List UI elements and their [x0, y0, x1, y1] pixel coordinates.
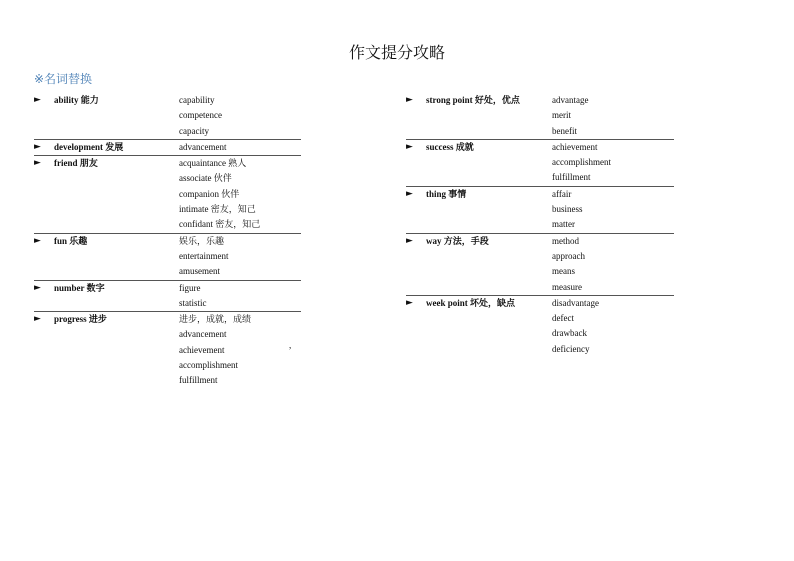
bullet-arrow-icon: ► — [34, 158, 41, 169]
bullet-arrow-icon: ► — [406, 141, 413, 152]
vocab-group — [34, 156, 301, 233]
synonym: companion 伙伴 — [179, 188, 240, 199]
headword-cell — [406, 234, 552, 249]
vocab-row — [34, 140, 301, 155]
synonym: drawback — [552, 328, 587, 339]
headword-cell — [34, 264, 179, 279]
bullet-arrow-icon: ► — [406, 297, 413, 308]
vocab-row — [406, 264, 674, 279]
bullet-arrow-icon: ► — [34, 235, 41, 246]
synonym: matter — [552, 219, 575, 230]
headword-cell — [34, 312, 179, 327]
headword-cell — [406, 296, 552, 311]
synonym: disadvantage — [552, 297, 599, 308]
synonym: achievement — [552, 141, 598, 152]
headword-cell — [34, 358, 179, 373]
vocab-row — [34, 296, 301, 311]
headword-cell — [34, 343, 179, 358]
vocab-row — [406, 249, 674, 264]
vocab-row — [34, 217, 301, 232]
vocab-row — [406, 108, 674, 123]
vocab-row — [406, 342, 674, 357]
headword: week point 坏处，缺点 — [426, 297, 516, 308]
vocab-group — [34, 93, 301, 140]
headword: friend 朋友 — [54, 158, 98, 169]
synonym: method — [552, 235, 579, 246]
headword-cell — [34, 234, 179, 249]
vocab-row — [34, 108, 301, 123]
synonym: merit — [552, 110, 571, 121]
synonym: achievement — [179, 344, 225, 355]
synonym: 娱乐，乐趣 — [179, 235, 225, 246]
bullet-arrow-icon: ► — [34, 282, 41, 293]
synonym: entertainment — [179, 250, 229, 261]
vocab-row — [34, 171, 301, 186]
vocab-row — [34, 93, 301, 108]
stray-comma-mark: , — [289, 340, 292, 350]
vocab-row — [34, 156, 301, 171]
vocab-group — [34, 234, 301, 281]
headword: number 数字 — [54, 282, 105, 293]
synonym: affair — [552, 188, 572, 199]
synonym: statistic — [179, 297, 207, 308]
synonym: advancement — [179, 141, 227, 152]
section-subtitle: ※名词替换 — [34, 72, 93, 86]
vocab-row — [34, 312, 301, 327]
headword-cell — [406, 342, 552, 357]
vocab-row — [34, 202, 301, 217]
synonym: approach — [552, 250, 585, 261]
bullet-arrow-icon: ► — [34, 314, 41, 325]
vocab-row — [34, 187, 301, 202]
vocab-row — [406, 280, 674, 295]
vocab-group — [406, 296, 674, 357]
vocab-row — [406, 234, 674, 249]
vocab-row — [406, 155, 674, 170]
vocab-row — [34, 264, 301, 279]
synonym: advantage — [552, 95, 589, 105]
headword-cell — [34, 327, 179, 342]
synonym: figure — [179, 282, 201, 293]
vocab-row — [34, 327, 301, 342]
vocab-row — [34, 234, 301, 249]
headword-cell — [34, 249, 179, 264]
headword: progress 进步 — [54, 314, 107, 325]
headword: thing 事情 — [426, 188, 467, 199]
vocab-row — [34, 373, 301, 388]
headword-cell — [406, 124, 552, 139]
headword-cell — [406, 311, 552, 326]
vocab-group — [34, 281, 301, 313]
headword-cell — [406, 140, 552, 155]
vocab-row — [406, 202, 674, 217]
synonym: deficiency — [552, 343, 590, 354]
headword: fun 乐趣 — [54, 235, 88, 246]
headword-cell — [406, 187, 552, 202]
vocab-row — [406, 311, 674, 326]
synonym: measure — [552, 281, 582, 292]
headword-cell — [34, 124, 179, 139]
right-column — [406, 93, 674, 357]
vocab-row — [34, 358, 301, 373]
headword-cell — [34, 171, 179, 186]
headword-cell — [406, 249, 552, 264]
headword-cell — [34, 108, 179, 123]
headword-cell — [34, 373, 179, 388]
vocab-row — [34, 343, 301, 358]
vocab-group — [34, 312, 301, 388]
synonym: amusement — [179, 266, 220, 277]
vocab-row — [34, 249, 301, 264]
synonym: confidant 密友，知己 — [179, 219, 261, 230]
vocab-group — [406, 234, 674, 296]
bullet-arrow-icon: ► — [406, 235, 413, 246]
bullet-arrow-icon: ► — [406, 188, 413, 199]
vocab-group — [406, 93, 674, 140]
synonym: accomplishment — [179, 360, 238, 371]
headword-cell — [34, 140, 179, 155]
headword-cell — [34, 296, 179, 311]
headword-cell — [406, 170, 552, 185]
vocab-group — [34, 140, 301, 156]
vocab-row — [406, 296, 674, 311]
headword: strong point 好处，优点 — [426, 95, 520, 105]
synonym: intimate 密友，知己 — [179, 204, 256, 215]
synonym: associate 伙伴 — [179, 173, 232, 184]
headword-cell — [34, 187, 179, 202]
headword-cell — [406, 93, 552, 108]
headword: development 发展 — [54, 141, 124, 152]
headword: ability 能力 — [54, 95, 99, 105]
vocab-row — [406, 170, 674, 185]
vocab-group — [406, 140, 674, 187]
page-title: 作文提分攻略 — [348, 43, 445, 62]
headword-cell — [34, 156, 179, 171]
synonym: capability — [179, 95, 215, 105]
bullet-arrow-icon: ► — [34, 95, 41, 105]
headword-cell — [406, 280, 552, 295]
left-column — [34, 93, 301, 389]
vocab-row — [406, 124, 674, 139]
vocab-group — [406, 187, 674, 234]
vocab-row — [406, 93, 674, 108]
synonym: benefit — [552, 125, 577, 136]
vocab-row — [406, 187, 674, 202]
vocab-row — [34, 124, 301, 139]
headword-cell — [406, 202, 552, 217]
synonym: fulfillment — [552, 172, 591, 183]
synonym: defect — [552, 313, 574, 324]
synonym: fulfillment — [179, 375, 218, 386]
headword-cell — [34, 93, 179, 108]
synonym: means — [552, 266, 575, 277]
vocab-row — [406, 326, 674, 341]
vocab-row — [406, 140, 674, 155]
bullet-arrow-icon: ► — [34, 141, 41, 152]
vocab-row — [406, 217, 674, 232]
headword-cell — [34, 202, 179, 217]
headword-cell — [406, 217, 552, 232]
synonym: 进步，成就，成绩 — [179, 314, 252, 325]
synonym: business — [552, 204, 583, 215]
headword: way 方法，手段 — [426, 235, 489, 246]
headword-cell — [34, 217, 179, 232]
synonym: capacity — [179, 125, 209, 136]
headword: success 成就 — [426, 141, 474, 152]
headword-cell — [34, 281, 179, 296]
synonym: advancement — [179, 329, 227, 340]
synonym: competence — [179, 110, 222, 121]
headword-cell — [406, 264, 552, 279]
headword-cell — [406, 155, 552, 170]
headword-cell — [406, 108, 552, 123]
synonym: accomplishment — [552, 157, 611, 168]
synonym: acquaintance 熟人 — [179, 158, 247, 169]
vocab-row — [34, 281, 301, 296]
headword-cell — [406, 326, 552, 341]
bullet-arrow-icon: ► — [406, 95, 413, 105]
